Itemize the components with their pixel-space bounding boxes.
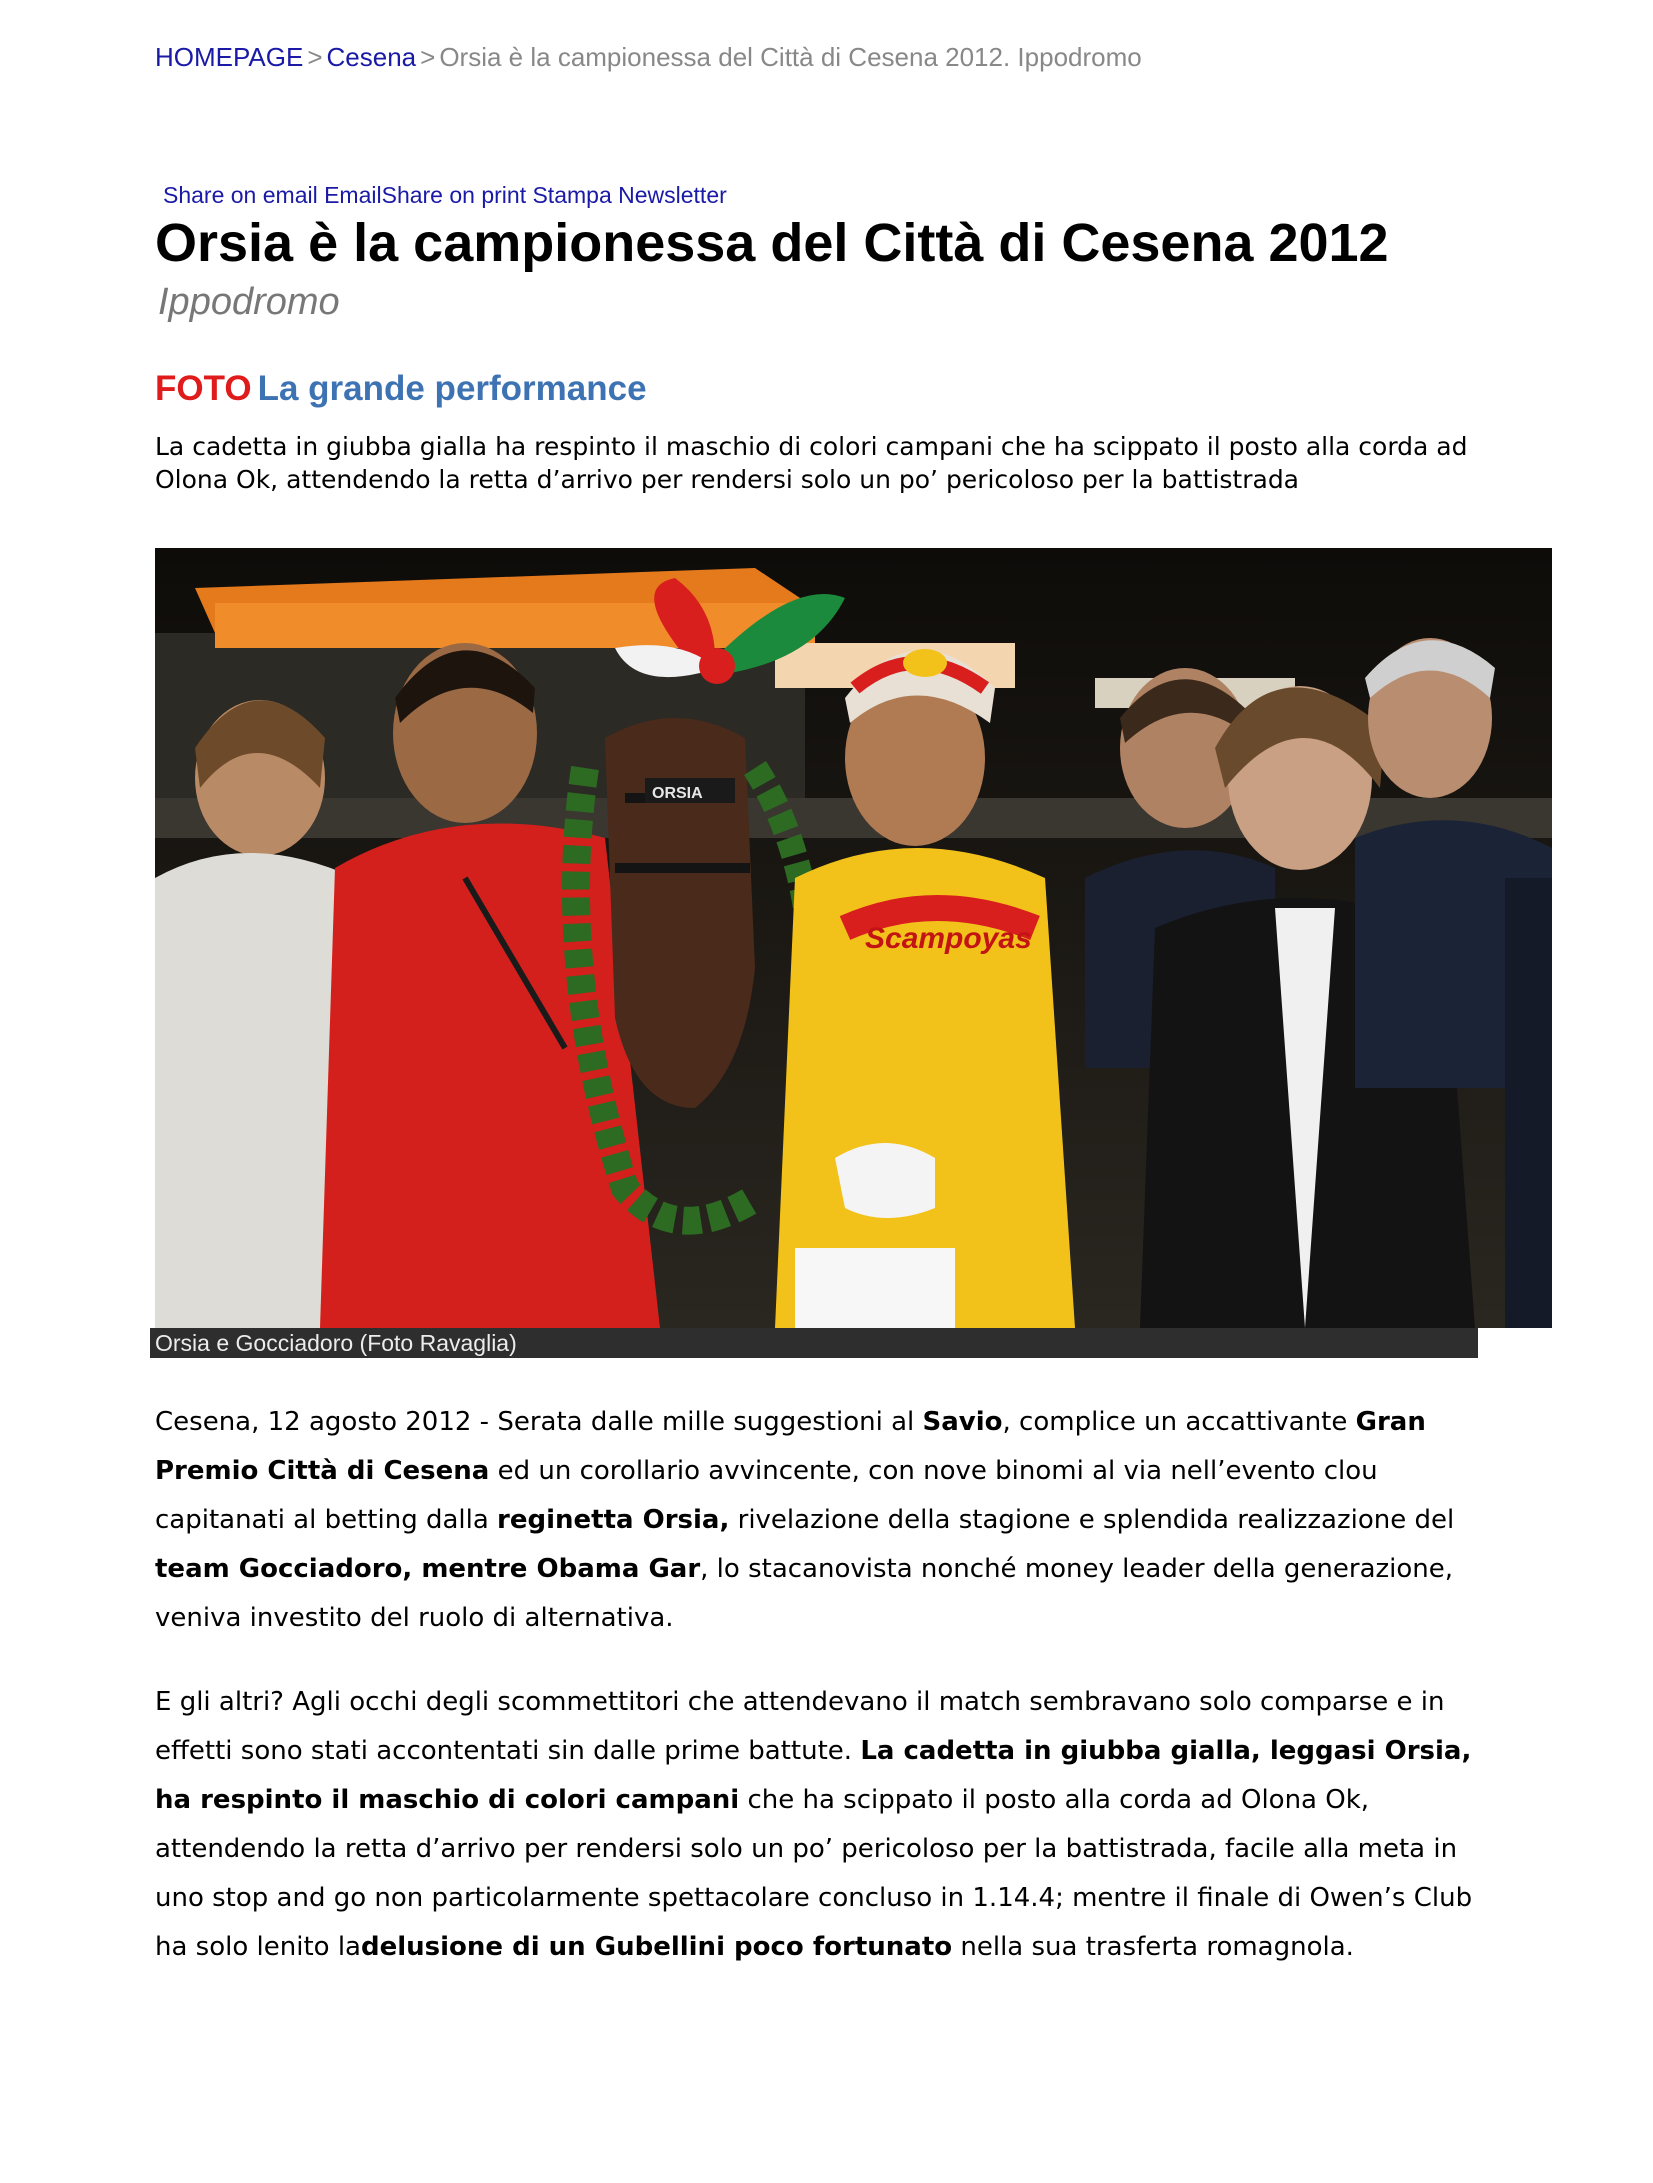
paragraph-text: E gli altri? Agli occhi degli scommettitori che attendevano il match sembravano solo comparse e in effetti sono stati accontentati sin dalle prime battute. xyxy=(155,1687,1445,1766)
article-summary: La cadetta in giubba gialla ha respinto il maschio di colori campani che ha scippato il posto alla corda ad Olona Ok, attendendo la retta d’arrivo per rendersi solo un po’ pericoloso per la battistrada xyxy=(155,432,1468,494)
paragraph-bold-text: delusione di un Gubellini poco fortunato xyxy=(360,1932,953,1962)
article-paragraph-1 xyxy=(155,1398,1495,1643)
paragraph-text: ed un corollario avvincente, con nove binomi al via nell’evento clou capitanati al betting dalla xyxy=(155,1456,1378,1535)
photo-gallery-heading[interactable] xyxy=(155,366,647,412)
breadcrumb-separator: > xyxy=(307,42,323,72)
article-category: Ippodromo xyxy=(158,281,340,323)
page-title: Orsia è la campionessa del Città di Cesena 2012 xyxy=(155,213,1389,273)
paragraph-bold-text: Gran Premio Città di Cesena xyxy=(155,1407,1426,1486)
breadcrumb-home-link[interactable]: HOMEPAGE xyxy=(155,42,304,72)
paragraph-bold-text: Savio xyxy=(922,1407,1003,1437)
breadcrumb-current: Orsia è la campionessa del Città di Cesena 2012. Ippodromo xyxy=(439,42,1142,72)
breadcrumb-separator: > xyxy=(420,42,436,72)
paragraph-text: Cesena, 12 agosto 2012 - Serata dalle mille suggestioni al xyxy=(155,1407,923,1437)
paragraph-text: che ha scippato il posto alla corda ad Olona Ok, attendendo la retta d’arrivo per rendersi solo un po’ pericoloso per la battistrada, facile alla meta in uno stop and go non particolarmente spettacolare concluso in 1.14.4; mentre il finale di Owen’s Club ha solo lenito la xyxy=(155,1785,1473,1962)
paragraph-bold-text: La cadetta in giubba gialla, leggasi Orsia, ha respinto il maschio di colori campani xyxy=(155,1736,1472,1815)
foto-label: FOTO xyxy=(155,369,252,408)
article-photo[interactable] xyxy=(155,548,1552,1328)
paragraph-text: nella sua trasferta romagnola. xyxy=(952,1932,1354,1962)
breadcrumb xyxy=(155,40,1142,74)
breadcrumb-section-link[interactable]: Cesena xyxy=(326,42,417,72)
race-winners-photo-illustration xyxy=(155,548,1552,1328)
photo-caption-bar xyxy=(150,1328,1478,1358)
foto-title: La grande performance xyxy=(257,369,647,408)
article-paragraph-2 xyxy=(155,1678,1495,1972)
jersey-text: Scampoyas xyxy=(865,922,1032,955)
photo-caption: Orsia e Gocciadoro (Foto Ravaglia) xyxy=(155,1330,517,1356)
paragraph-text: , lo stacanovista nonché money leader della generazione, veniva investito del ruolo di alternativa. xyxy=(155,1554,1454,1633)
paragraph-bold-text: reginetta Orsia, xyxy=(497,1505,730,1535)
paragraph-text: , complice un accattivante xyxy=(1002,1407,1356,1437)
paragraph-text: rivelazione della stagione e splendida realizzazione del xyxy=(729,1505,1455,1535)
paragraph-bold-text: team Gocciadoro, mentre Obama Gar xyxy=(155,1554,701,1584)
share-toolbar[interactable]: Share on email EmailShare on print Stampa Newsletter xyxy=(163,182,727,208)
blinker-text: ORSIA xyxy=(652,785,703,802)
